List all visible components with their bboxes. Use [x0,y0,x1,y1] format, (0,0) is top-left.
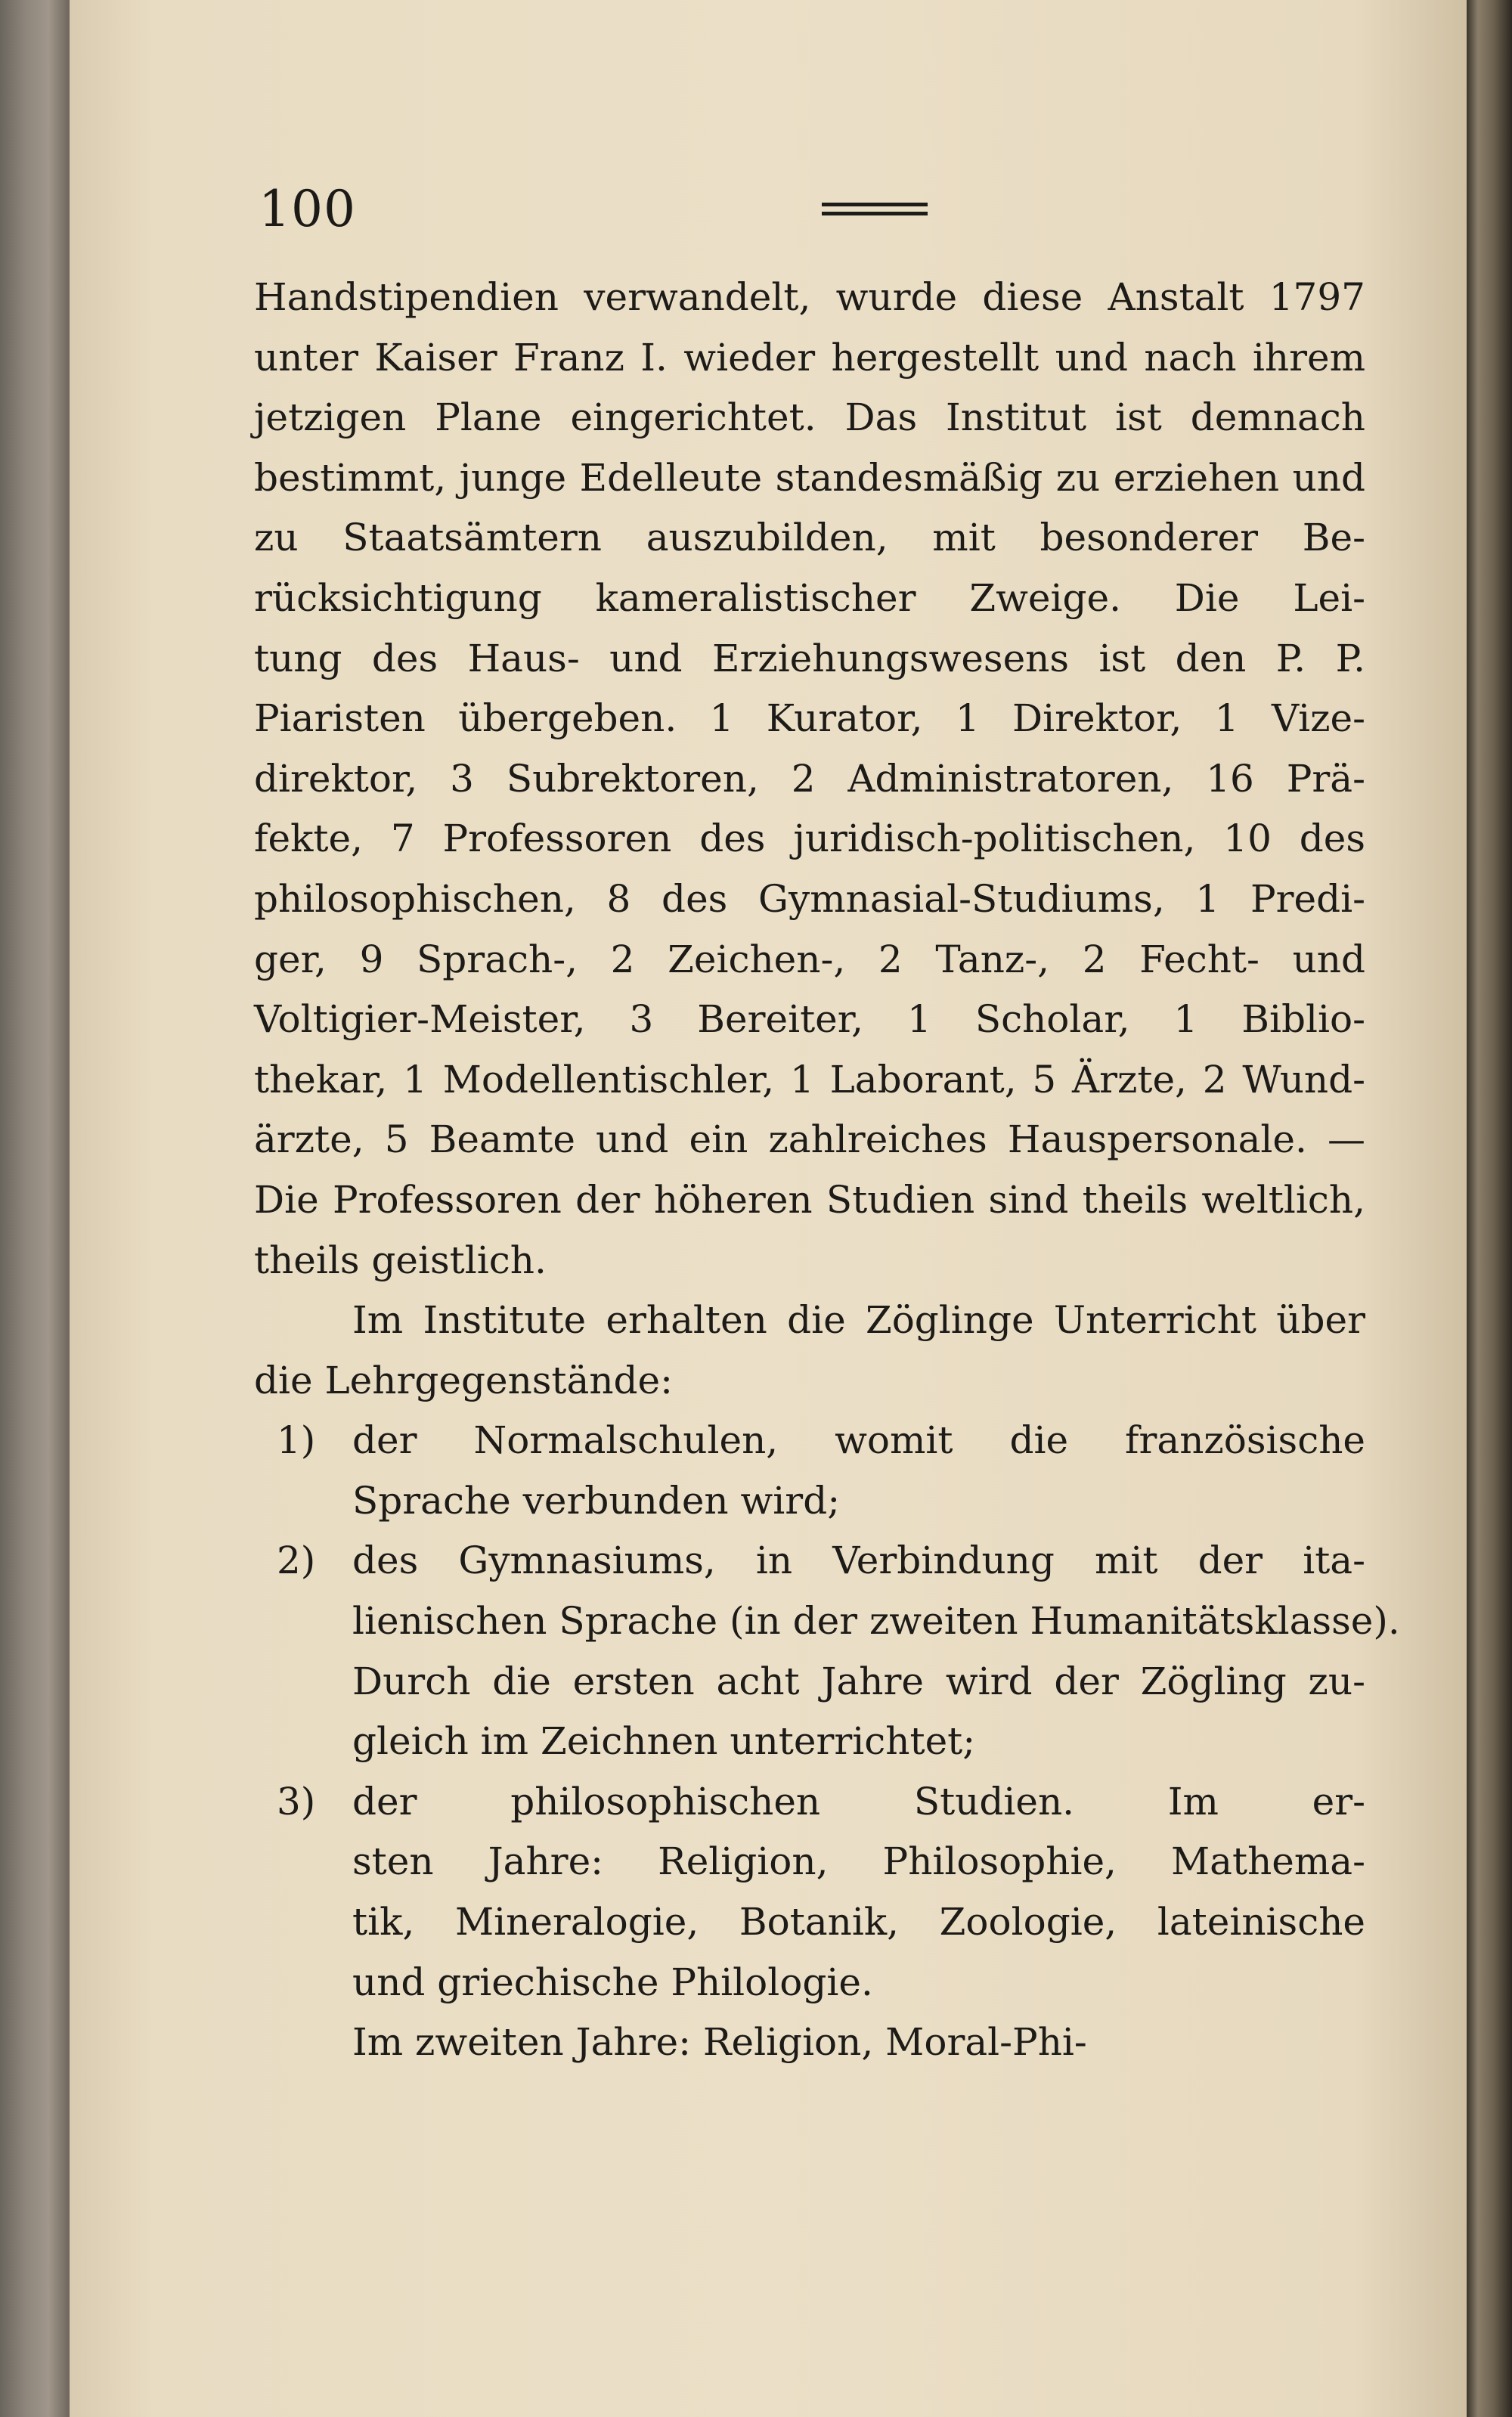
book-edge-right [1467,0,1512,2417]
book-gutter-left [0,0,70,2417]
list-item-line: Durch die ersten acht Jahre wird der Zögling zu- [352,1659,1365,1703]
list-item-text: der philosophischen Studien. Im er- [352,1779,1365,1824]
text-line: tung des Haus- und Erziehungswesens ist den P. P. [254,636,1365,680]
list-item-line: gleich im Zeichnen unterrichtet; [352,1719,976,1764]
list-item-line [254,1772,1365,1833]
header-rule [822,203,928,221]
list-item-text: der Normalschulen, womit die französische [352,1418,1365,1463]
text-line: Voltigier-Meister, 3 Bereiter, 1 Scholar, 1 Biblio- [254,997,1365,1042]
text-line: ger, 9 Sprach-, 2 Zeichen-, 2 Tanz-, 2 Fecht- und [254,937,1365,981]
page-number: 100 [259,180,356,238]
list-item-line: tik, Mineralogie, Botanik, Zoologie, lateinische [352,1900,1365,1944]
list-item [254,1772,1365,2013]
text-line: philosophischen, 8 des Gymnasial-Studiums, 1 Predi- [254,876,1365,921]
text-line: rücksichtigung kameralistischer Zweige. Die Lei- [254,575,1365,620]
list-item-line: sten Jahre: Religion, Philosophie, Mathema- [352,1839,1365,1884]
text-line: Handstipendien verwandelt, wurde diese Anstalt 1797 [254,275,1365,319]
list-item-line: lienischen Sprache (in der zweiten Humanitätsklasse). [352,1599,1400,1644]
text-line: theils geistlich. [254,1238,547,1282]
list-item-marker: 1) [277,1418,316,1463]
text-line: die Lehrgegenstände: [254,1358,673,1402]
list-item-line [254,1411,1365,1471]
body-text [254,268,1400,2073]
text-line: bestimmt, junge Edelleute standesmäßig zu erziehen und [254,455,1365,500]
text-line: direktor, 3 Subrektoren, 2 Administratoren, 16 Prä- [254,756,1365,801]
list-item-line [254,1531,1365,1591]
list-item-text: des Gymnasiums, in Verbindung mit der ita- [352,1539,1365,1583]
text-line: zu Staatsämtern auszubilden, mit besonderer Be- [254,516,1365,560]
text-line: ärzte, 5 Beamte und ein zahlreiches Hauspersonale. — [254,1117,1365,1162]
list-item [254,1531,1400,1771]
text-line: fekte, 7 Professoren des juridisch-politischen, 10 des [254,817,1365,861]
list-item [254,1411,1365,1531]
list-item-marker: 3) [277,1779,316,1824]
list-item-line: Sprache verbunden wird; [352,1478,841,1523]
list-item-line: und griechische Philologie. [352,1960,873,2004]
text-line: Im zweiten Jahre: Religion, Moral-Phi- [352,2020,1087,2065]
text-line: Die Professoren der höheren Studien sind theils weltlich, [254,1177,1365,1222]
text-line: thekar, 1 Modellentischler, 1 Laborant, 5 Ärzte, 2 Wund- [254,1057,1365,1102]
text-line: Im Institute erhalten die Zöglinge Unterricht über [352,1298,1365,1343]
text-line: Piaristen übergeben. 1 Kurator, 1 Direktor, 1 Vize- [254,696,1365,741]
text-line: unter Kaiser Franz I. wieder hergestellt und nach ihrem [254,335,1365,380]
text-line: jetzigen Plane eingerichtet. Das Institut ist demnach [254,395,1365,440]
list-item-marker: 2) [277,1539,316,1583]
